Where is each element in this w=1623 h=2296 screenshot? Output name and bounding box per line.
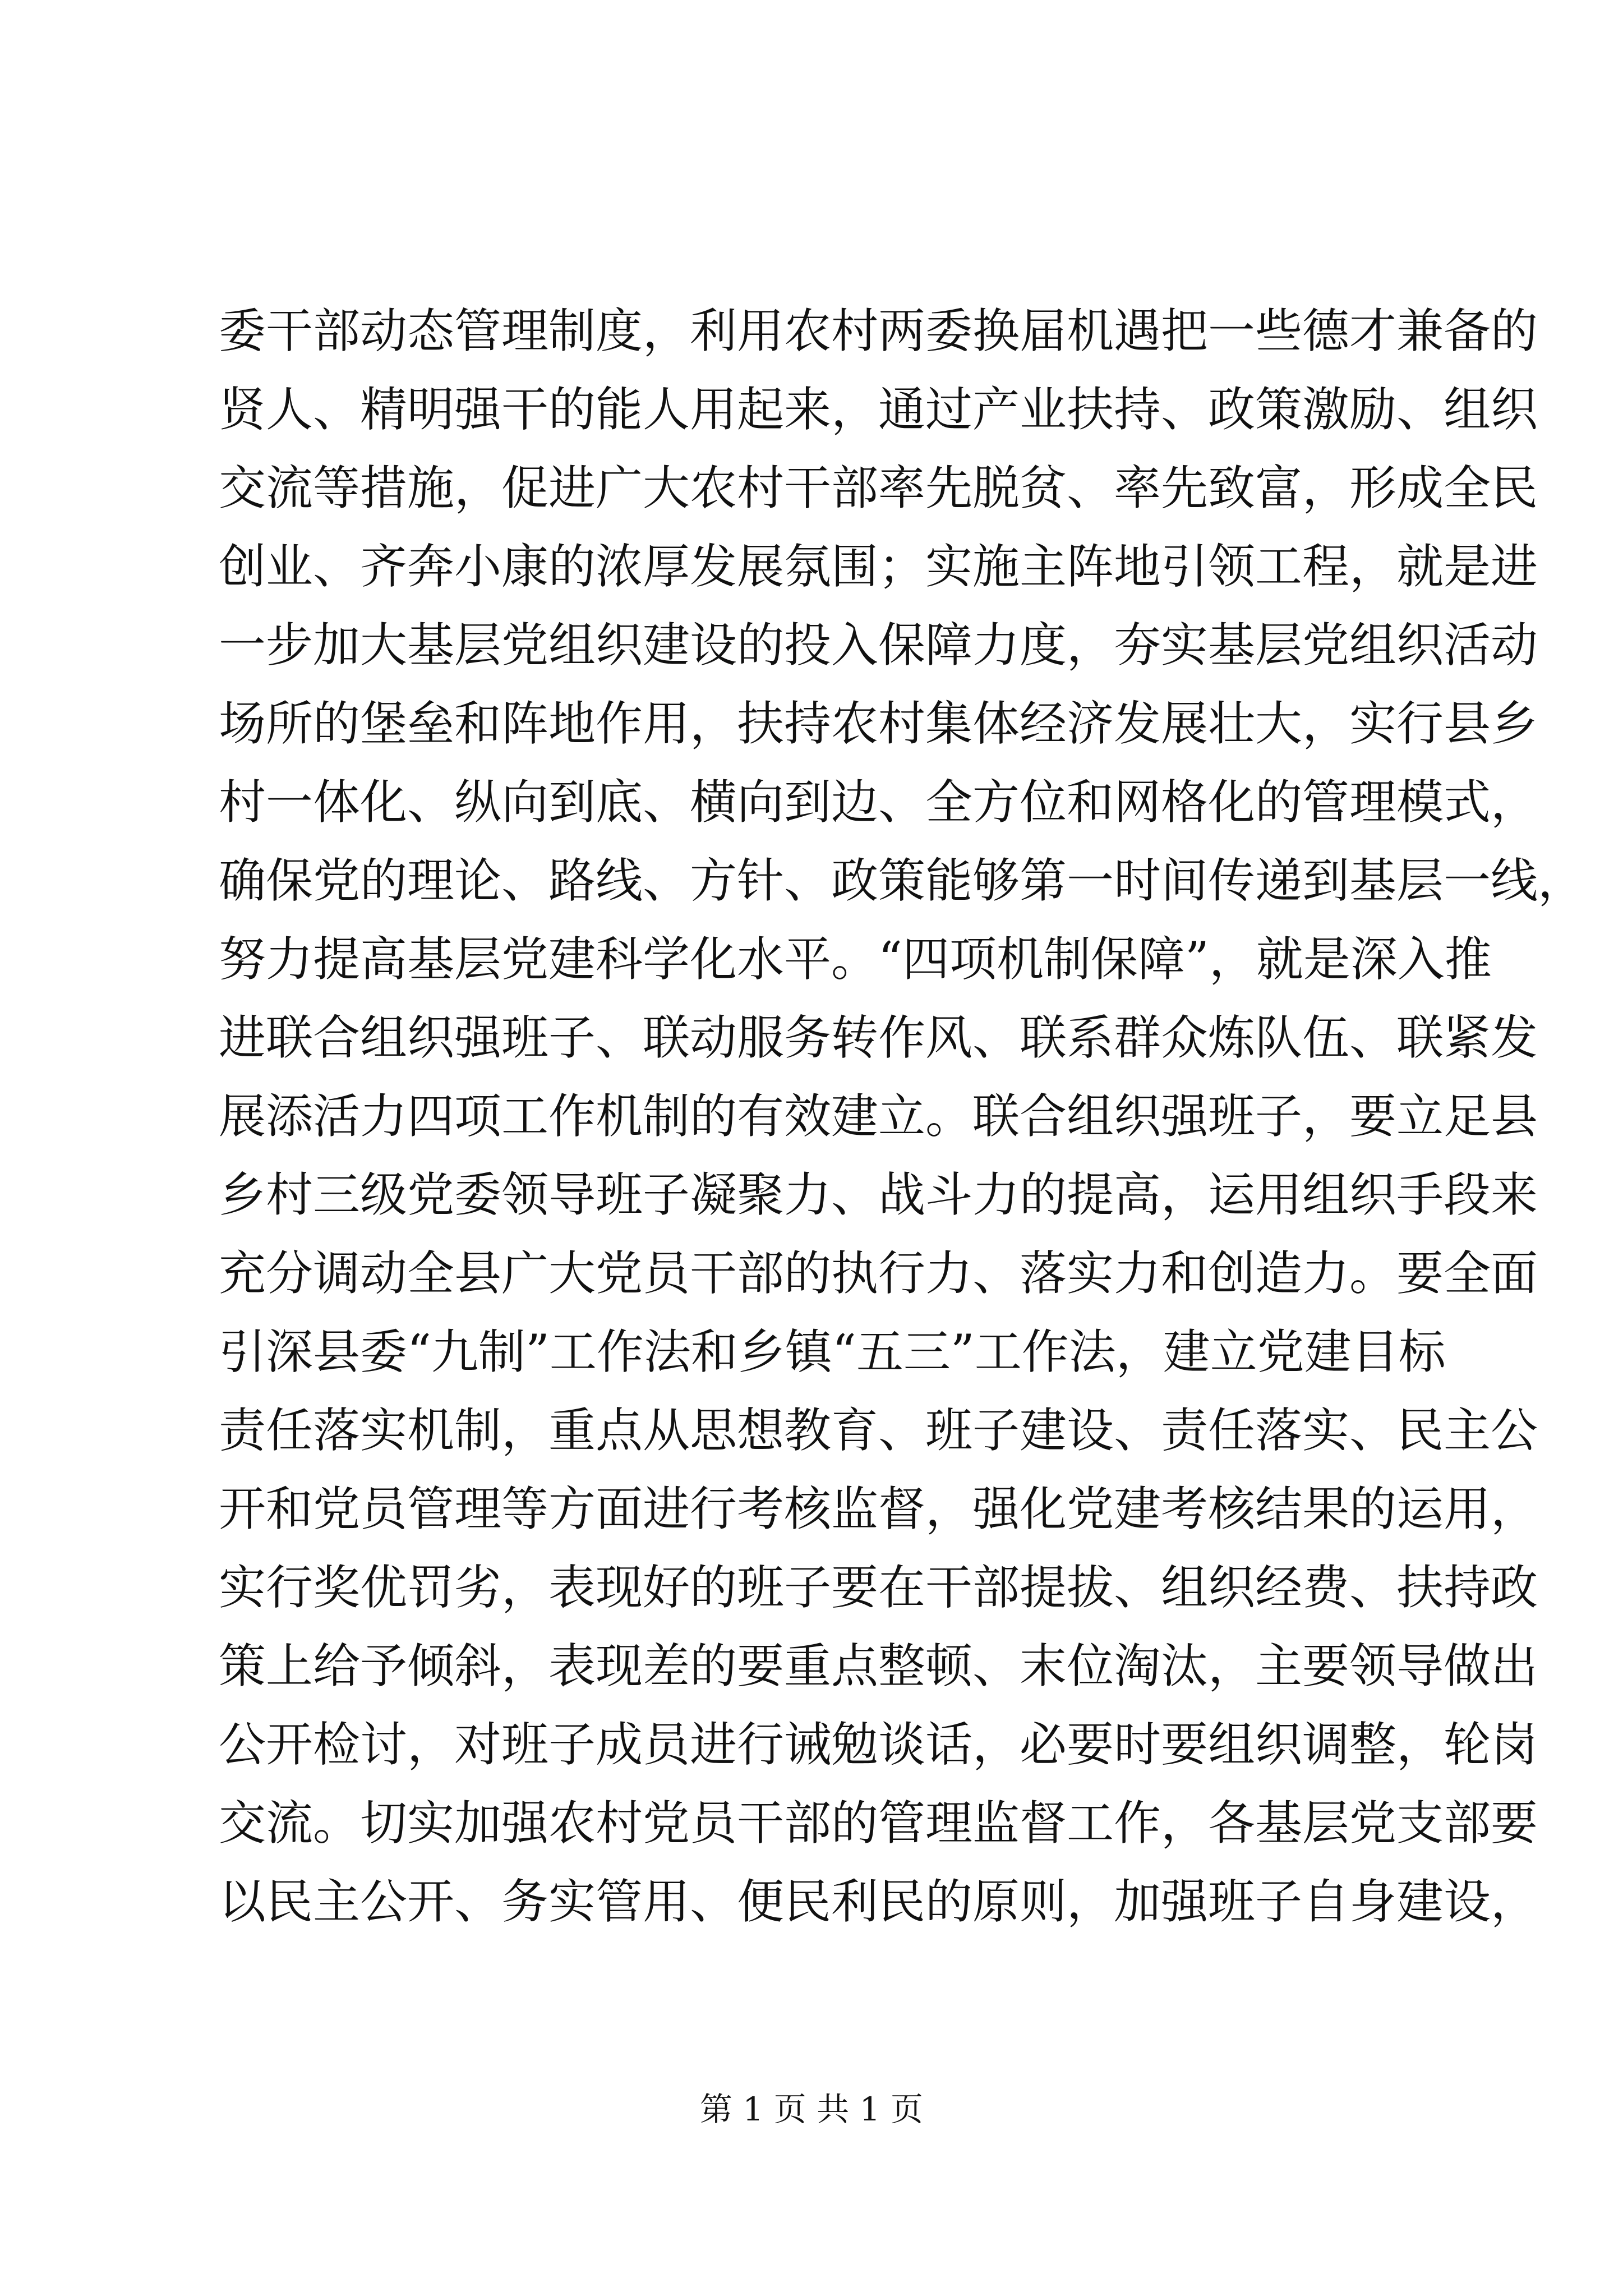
text-line: 实行奖优罚劣，表现好的班子要在干部提拔、组织经费、扶持政 [219,1560,1538,1615]
text-line: 贤人、精明强干的能人用起来，通过产业扶持、政策激励、组织 [219,382,1538,437]
text-line: 努力提高基层党建科学化水平。“四项机制保障”，就是深入推 [219,932,1492,987]
text-line: 确保党的理论、路线、方针、政策能够第一时间传递到基层一线， [219,853,1585,908]
text-line: 一步加大基层党组织建设的投入保障力度，夯实基层党组织活动 [219,618,1538,673]
text-line: 责任落实机制，重点从思想教育、班子建设、责任落实、民主公 [219,1403,1538,1458]
text-line: 策上给予倾斜，表现差的要重点整顿、末位淘汰，主要领导做出 [219,1639,1538,1694]
text-line: 委干部动态管理制度，利用农村两委换届机遇把一些德才兼备的 [219,303,1538,358]
text-line: 开和党员管理等方面进行考核监督，强化党建考核结果的运用， [219,1481,1538,1536]
page-number-footer: 第 1 页 共 1 页 [700,2090,923,2128]
text-line: 村一体化、纵向到底、横向到边、全方位和网格化的管理模式， [219,775,1538,830]
text-line: 创业、齐奔小康的浓厚发展氛围；实施主阵地引领工程，就是进 [219,539,1538,594]
text-line: 交流。切实加强农村党员干部的管理监督工作，各基层党支部要 [219,1796,1538,1851]
text-line: 乡村三级党委领导班子凝聚力、战斗力的提高，运用组织手段来 [219,1167,1538,1222]
text-line: 公开检讨，对班子成员进行诫勉谈话，必要时要组织调整，轮岗 [219,1717,1538,1772]
text-line: 交流等措施，促进广大农村干部率先脱贫、率先致富，形成全民 [219,461,1538,516]
body-text [219,292,1585,1941]
text-line: 展添活力四项工作机制的有效建立。联合组织强班子，要立足县 [219,1089,1538,1144]
text-line: 以民主公开、务实管用、便民利民的原则，加强班子自身建设， [219,1874,1538,1929]
text-line: 进联合组织强班子、联动服务转作风、联系群众炼队伍、联紧发 [219,1010,1538,1065]
text-line: 引深县委“九制”工作法和乡镇“五三”工作法，建立党建目标 [219,1324,1446,1379]
text-line: 充分调动全县广大党员干部的执行力、落实力和创造力。要全面 [219,1246,1538,1301]
text-line: 场所的堡垒和阵地作用，扶持农村集体经济发展壮大，实行县乡 [219,696,1538,751]
